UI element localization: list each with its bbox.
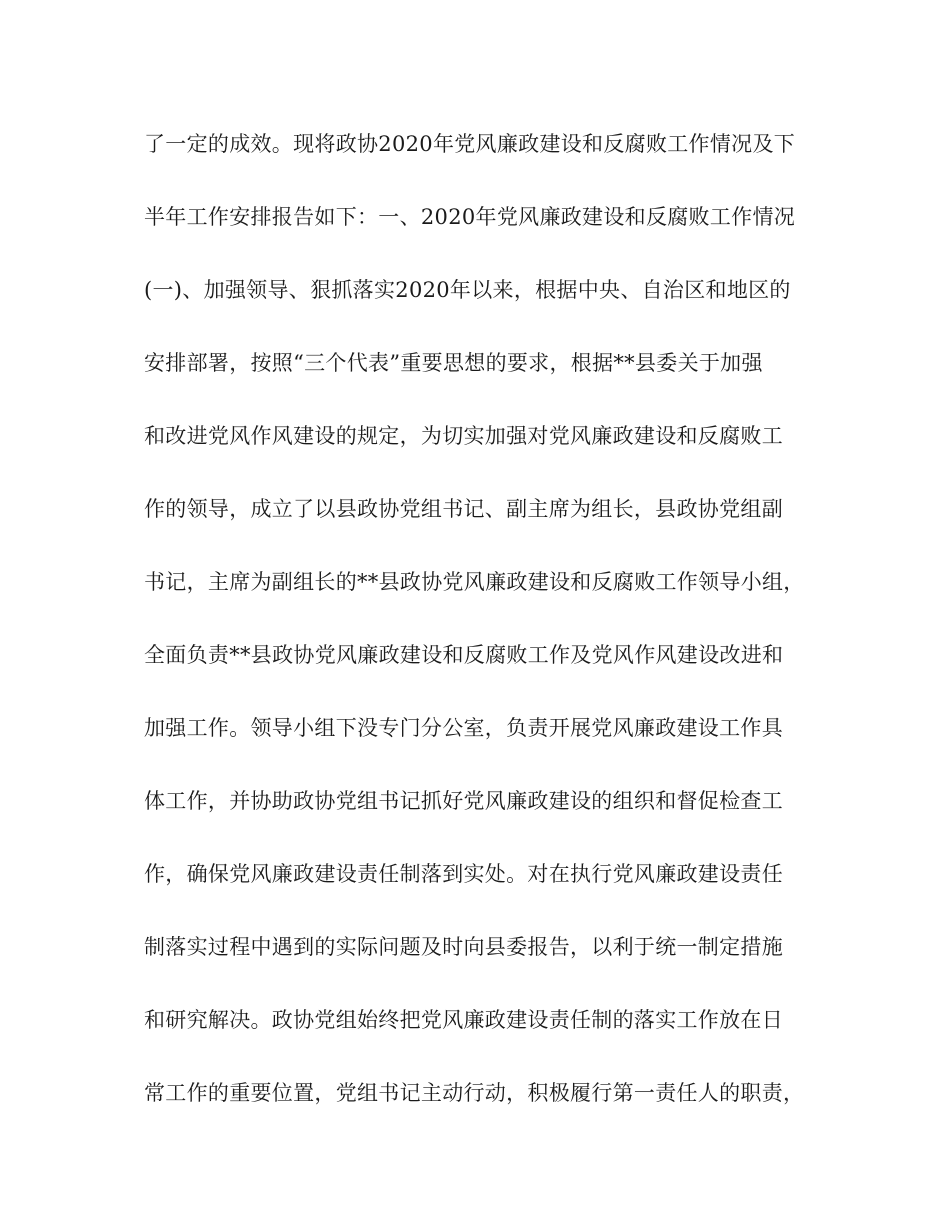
text-line-2: 半年工作安排报告如下：一、2020年党风廉政建设和反腐败工作情况 [144,205,796,229]
text-line-7: 书记，主席为副组长的**县政协党风廉政建设和反腐败工作领导小组， [144,570,805,594]
text-line-3: (一)、加强领导、狠抓落实2020年以来，根据中央、自治区和地区的 [144,278,791,302]
text-line-8: 全面负责**县政协党风廉政建设和反腐败工作及党风作风建设改进和 [144,643,784,667]
text-line-9: 加强工作。领导小组下没专门分公室，负责开展党风廉政建设工作具 [144,716,783,740]
text-line-1: 了一定的成效。现将政协2020年党风廉政建设和反腐败工作情况及下 [144,132,796,156]
text-line-11: 作，确保党风廉政建设责任制落到实处。对在执行党风廉政建设责任 [144,862,783,886]
text-line-12: 制落实过程中遇到的实际问题及时向县委报告，以利于统一制定措施 [144,935,783,959]
text-line-13: 和研究解决。政协党组始终把党风廉政建设责任制的落实工作放在日 [144,1008,783,1032]
text-line-10: 体工作，并协助政协党组书记抓好党风廉政建设的组织和督促检查工 [144,789,783,813]
text-line-6: 作的领导，成立了以县政协党组书记、副主席为组长，县政协党组副 [144,497,783,521]
body-text [144,129,824,1151]
text-line-4: 安排部署，按照“三个代表”重要思想的要求，根据**县委关于加强 [144,351,763,375]
text-line-5: 和改进党风作风建设的规定，为切实加强对党风廉政建设和反腐败工 [144,424,783,448]
text-line-14: 常工作的重要位置，党组书记主动行动，积极履行第一责任人的职责， [144,1081,805,1105]
